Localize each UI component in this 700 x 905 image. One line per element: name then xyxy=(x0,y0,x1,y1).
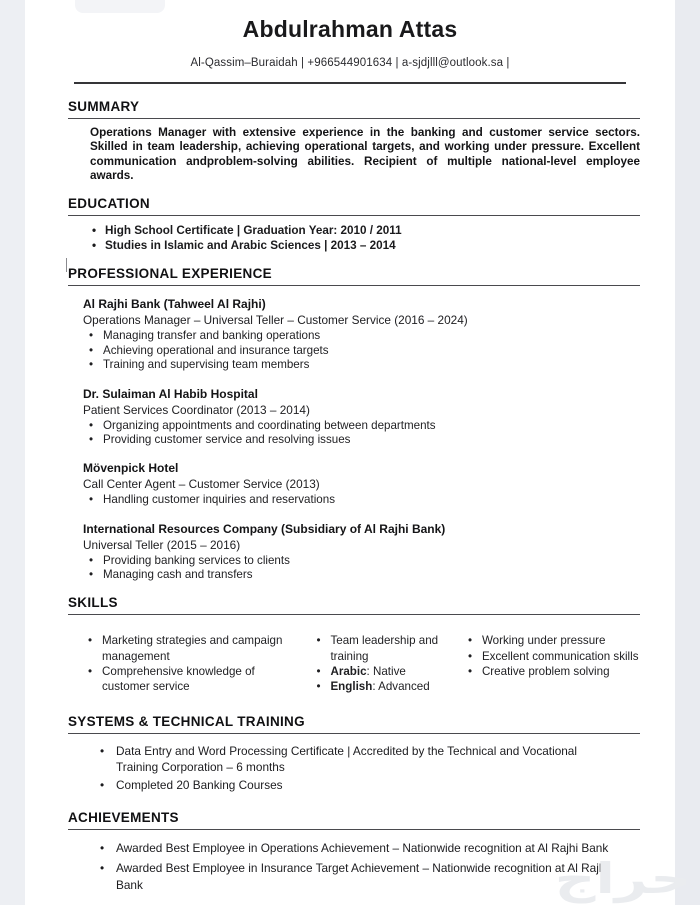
skill-item xyxy=(316,633,445,663)
job-bullet: • Providing customer service and resolving issues xyxy=(89,433,640,447)
company-name: Al Rajhi Bank (Tahweel Al Rajhi) xyxy=(83,297,266,312)
table-border-artifact xyxy=(66,258,67,272)
skill-text: Working under pressure xyxy=(481,634,606,648)
skill-bold: Arabic xyxy=(330,664,367,678)
skill-item xyxy=(316,679,445,694)
skills-columns xyxy=(88,633,640,693)
education-item: • High School Certificate | Graduation Year: 2010 / 2011 xyxy=(92,223,640,238)
skill-text: : Native xyxy=(366,664,406,678)
job-title: Call Center Agent – Customer Service (2013) xyxy=(83,477,320,492)
job-title: Universal Teller (2015 – 2016) xyxy=(83,537,241,552)
section-heading-summary: SUMMARY xyxy=(68,99,140,114)
skill-item xyxy=(316,664,445,679)
job-bullet: • Handling customer inquiries and reservations xyxy=(89,493,640,507)
skill-item xyxy=(88,633,294,663)
skill-text: Marketing strategies and campaign management xyxy=(102,634,283,663)
training-item: • Completed 20 Banking Courses xyxy=(100,777,612,794)
training-item: • Data Entry and Word Processing Certificate | Accredited by the Technical and Vocational Training Corporation – 6 months xyxy=(100,743,612,776)
top-left-watermark xyxy=(75,0,165,13)
header-divider xyxy=(74,82,626,84)
experience-entry xyxy=(83,387,640,448)
job-bullet: • Organizing appointments and coordinating between departments xyxy=(89,419,640,433)
company-name: International Resources Company (Subsidiary of Al Rajhi Bank) xyxy=(83,521,446,536)
skill-text: Team leadership and training xyxy=(330,634,439,663)
job-title: Operations Manager – Universal Teller – Customer Service (2016 – 2024) xyxy=(83,313,468,328)
education-divider xyxy=(68,215,640,216)
job-bullet: • Managing transfer and banking operations xyxy=(89,329,640,343)
experience-divider xyxy=(68,285,640,286)
contact-line: Al-Qassim–Buraidah | +966544901634 | a-sjdjlll@outlook.sa | xyxy=(190,57,510,69)
haraj-watermark-logo: حراج xyxy=(554,855,691,902)
skills-divider xyxy=(68,614,640,615)
summary-divider xyxy=(68,118,640,119)
achievement-item: • Awarded Best Employee in Insurance Target Achievement – Nationwide recognition at Al Rajhi Bank xyxy=(100,860,628,894)
skill-item xyxy=(88,664,294,694)
section-heading-education: EDUCATION xyxy=(68,196,150,212)
company-name: Dr. Sulaiman Al Habib Hospital xyxy=(83,386,258,401)
job-title: Patient Services Coordinator (2013 – 2014) xyxy=(83,402,310,417)
job-bullet-list xyxy=(89,493,640,507)
skill-text: : Advanced xyxy=(372,679,430,693)
resume-content xyxy=(25,99,675,894)
skill-item xyxy=(468,664,640,679)
education-list xyxy=(92,223,640,253)
section-heading-achievements: ACHIEVEMENTS xyxy=(68,810,179,826)
left-margin-strip xyxy=(0,0,25,905)
section-heading-skills: SKILLS xyxy=(68,595,118,611)
job-bullet-list xyxy=(89,329,640,372)
experience-entry xyxy=(83,297,640,372)
job-bullet-list xyxy=(89,419,640,448)
training-list xyxy=(100,743,612,794)
training-divider xyxy=(68,733,640,734)
skills-column xyxy=(88,633,294,693)
skill-text: Excellent communication skills xyxy=(481,649,639,663)
skill-text: Comprehensive knowledge of customer service xyxy=(102,664,255,693)
section-heading-experience: PROFESSIONAL EXPERIENCE xyxy=(68,266,272,282)
job-bullet: • Training and supervising team members xyxy=(89,358,640,372)
job-bullet: • Providing banking services to clients xyxy=(89,554,640,568)
achievements-divider xyxy=(68,829,640,830)
achievement-item: • Awarded Best Employee in Operations Achievement – Nationwide recognition at Al Rajhi Bank xyxy=(100,840,628,857)
job-bullet-list xyxy=(89,554,640,583)
skill-item xyxy=(468,649,640,664)
summary-text: Operations Manager with extensive experience in the banking and customer service sectors. Skilled in team leadership, achieving operational targets, and working under pressure. Excellent communication andproblem-solving abilities. Recipient of multiple national-level employee awards. xyxy=(90,126,640,182)
skills-column xyxy=(468,633,640,693)
section-heading-training: SYSTEMS & TECHNICAL TRAINING xyxy=(68,713,305,729)
education-item: • Studies in Islamic and Arabic Sciences | 2013 – 2014 xyxy=(92,238,640,253)
right-margin-strip xyxy=(675,0,700,905)
achievements-list xyxy=(100,840,628,893)
candidate-name: Abdulrahman Attas xyxy=(242,16,458,42)
skill-bold: English xyxy=(330,679,373,693)
job-bullet: • Achieving operational and insurance targets xyxy=(89,344,640,358)
skills-column xyxy=(316,633,445,693)
skill-text: Creative problem solving xyxy=(481,664,610,678)
job-bullet: • Managing cash and transfers xyxy=(89,568,640,582)
experience-entry xyxy=(83,461,640,507)
resume-page xyxy=(25,0,691,905)
skill-item xyxy=(468,633,640,648)
experience-entry xyxy=(83,522,640,583)
company-name: Mövenpick Hotel xyxy=(83,461,179,476)
